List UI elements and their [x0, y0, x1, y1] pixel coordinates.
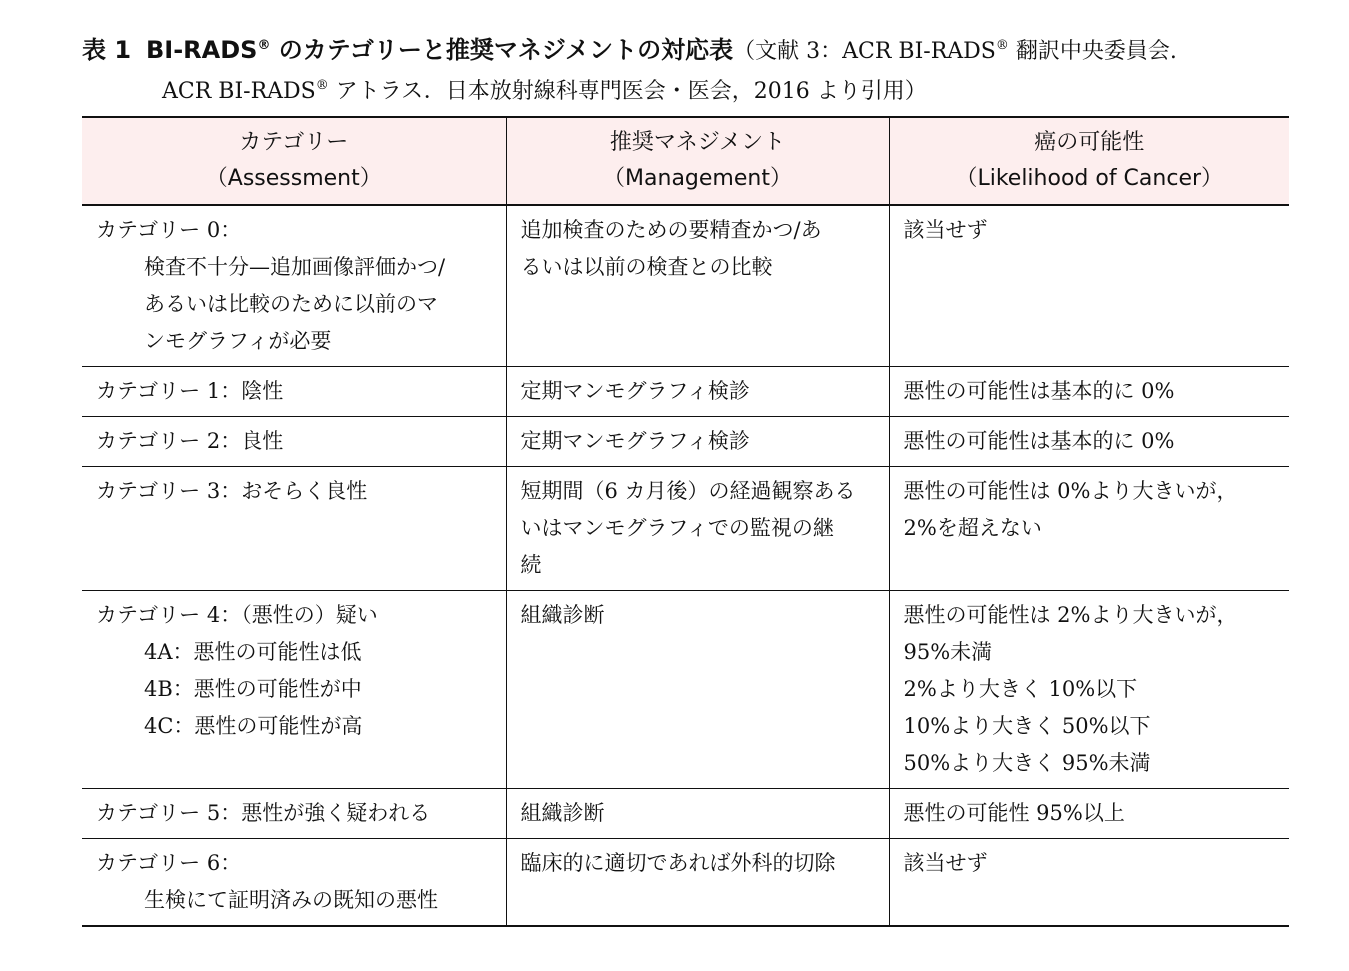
likelihood-line: 2%より大きく 10%以下: [903, 677, 1138, 701]
likelihood-line: 50%より大きく 95%未満: [903, 751, 1151, 775]
management-line: 短期間（6 カ月後）の経過観察ある: [520, 479, 856, 503]
table-title: [146, 36, 733, 64]
header-en: （Likelihood of Cancer）: [955, 166, 1224, 191]
source-line2-suffix: アトラス．日本放射線科専門医会・医会，2016 より引用）: [328, 79, 927, 104]
table-row: [82, 789, 1289, 839]
category-main: カテゴリー 1：陰性: [96, 379, 284, 403]
table-label: 表 1: [82, 36, 132, 64]
cell-management: [506, 789, 889, 839]
category-sub: あるいは比較のために以前のマ: [144, 292, 438, 316]
cell-likelihood: [889, 591, 1289, 789]
cell-likelihood: [889, 839, 1289, 927]
header-ja: 癌の可能性: [1034, 130, 1145, 155]
source-prefix: （文献 3：ACR BI-RADS: [733, 39, 996, 64]
cell-category: [82, 591, 506, 789]
likelihood-line: 95%未満: [903, 640, 993, 664]
source-citation-part-1: [733, 39, 1177, 64]
management-line: 組織診断: [520, 801, 605, 825]
category-sub: 生検にて証明済みの既知の悪性: [144, 888, 438, 912]
cell-management: [506, 467, 889, 591]
category-main: カテゴリー 0：: [96, 218, 242, 242]
likelihood-line: 悪性の可能性は 2%より大きいが，: [903, 603, 1238, 627]
caption-line-1: [82, 30, 1322, 72]
cell-likelihood: [889, 467, 1289, 591]
header-ja: 推奨マネジメント: [609, 130, 786, 155]
category-main: カテゴリー 5：悪性が強く疑われる: [96, 801, 431, 825]
registered-mark: ®: [257, 38, 271, 53]
cell-management: [506, 367, 889, 417]
cell-category: [82, 789, 506, 839]
cell-likelihood: [889, 417, 1289, 467]
category-sub: 4C：悪性の可能性が高: [144, 714, 363, 738]
management-line: 組織診断: [520, 603, 605, 627]
title-prefix: BI-RADS: [146, 36, 258, 64]
cell-likelihood: [889, 205, 1289, 367]
header-ja: カテゴリー: [239, 130, 349, 155]
table-row: [82, 467, 1289, 591]
likelihood-line: 悪性の可能性 95%以上: [903, 801, 1125, 825]
caption-line-2: [82, 72, 1322, 112]
cell-category: [82, 367, 506, 417]
category-main: カテゴリー 3：おそらく良性: [96, 479, 368, 503]
likelihood-line: 2%を超えない: [903, 516, 1042, 540]
likelihood-line: 該当せず: [903, 218, 988, 242]
source-suffix: 翻訳中央委員会.: [1008, 39, 1177, 64]
cell-likelihood: [889, 367, 1289, 417]
management-line: 臨床的に適切であれば外科的切除: [520, 851, 836, 875]
header-management: [506, 117, 889, 205]
likelihood-line: 10%より大きく 50%以下: [903, 714, 1151, 738]
cell-category: [82, 205, 506, 367]
table-caption: [82, 30, 1322, 112]
category-main: カテゴリー 4：（悪性の）疑い: [96, 603, 378, 627]
management-line: 定期マンモグラフィ検診: [520, 379, 750, 403]
registered-mark: ®: [315, 78, 329, 93]
category-sub: 4A：悪性の可能性は低: [144, 640, 362, 664]
header-en: （Assessment）: [205, 166, 382, 191]
management-line: るいは以前の検査との比較: [520, 255, 773, 279]
cell-management: [506, 205, 889, 367]
birads-table: [82, 116, 1289, 927]
header-likelihood: [889, 117, 1289, 205]
table-row: [82, 839, 1289, 927]
header-row: [82, 117, 1289, 205]
likelihood-line: 悪性の可能性は基本的に 0%: [903, 429, 1175, 453]
category-sub: 4B：悪性の可能性が中: [144, 677, 362, 701]
registered-mark: ®: [995, 38, 1009, 53]
cell-category: [82, 417, 506, 467]
management-line: いはマンモグラフィでの監視の継: [520, 516, 834, 540]
category-main: カテゴリー 6：: [96, 851, 242, 875]
cell-management: [506, 417, 889, 467]
likelihood-line: 該当せず: [903, 851, 988, 875]
likelihood-line: 悪性の可能性は基本的に 0%: [903, 379, 1175, 403]
table-row: [82, 591, 1289, 789]
cell-management: [506, 839, 889, 927]
management-line: 続: [520, 553, 542, 577]
management-line: 定期マンモグラフィ検診: [520, 429, 750, 453]
cell-likelihood: [889, 789, 1289, 839]
header-en: （Management）: [603, 166, 792, 191]
management-line: 追加検査のための要精査かつ/あ: [520, 218, 822, 242]
cell-category: [82, 467, 506, 591]
cell-management: [506, 591, 889, 789]
category-sub: 検査不十分—追加画像評価かつ/: [144, 255, 446, 279]
table-row: [82, 417, 1289, 467]
source-line2-prefix: ACR BI-RADS: [162, 79, 316, 104]
table-row: [82, 367, 1289, 417]
table-row: [82, 205, 1289, 367]
likelihood-line: 悪性の可能性は 0%より大きいが，: [903, 479, 1238, 503]
cell-category: [82, 839, 506, 927]
category-main: カテゴリー 2：良性: [96, 429, 284, 453]
header-assessment: [82, 117, 506, 205]
title-suffix: のカテゴリーと推奨マネジメントの対応表: [270, 36, 734, 64]
category-sub: ンモグラフィが必要: [144, 329, 332, 353]
